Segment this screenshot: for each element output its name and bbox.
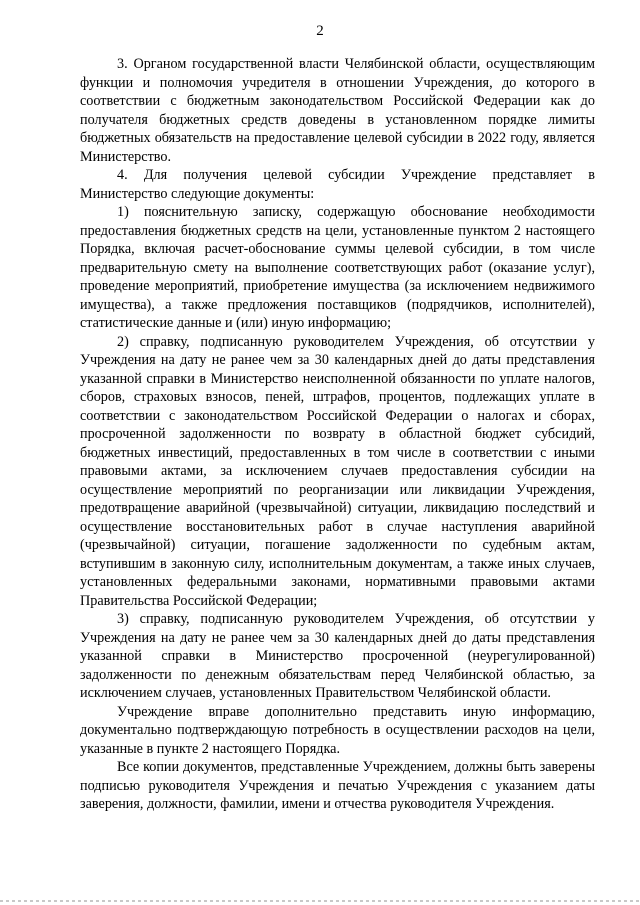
scan-bottom-edge — [0, 900, 640, 902]
subparagraph-3: 3) справку, подписанную руководителем Учреждения, об отсутствии у Учреждения на дату не ранее чем за 30 календарных дней до даты представления указанной справки в Министерство просроченной (неурегулированной) задолженности по денежным обязательствам перед Челябинской областью, за исключением случаев, установленных Правительством Челябинской области. — [80, 611, 595, 701]
subparagraph-1: 1) пояснительную записку, содержащую обоснование необходимости предоставления бюджетных средств на цели, установленные пунктом 2 настоящего Порядка, включая расчет-обоснование суммы целевой субсидии, в том числе предварительную смету на выполнение соответствующих работ (оказание услуг), проведение мероприятий, приобретение имущества (за исключением недвижимого имущества), а также предложения поставщиков (подрядчиков, исполнителей), статистические данные и (или) иную информацию; — [80, 204, 595, 331]
page-number: 2 — [316, 23, 324, 39]
paragraph-copies-certification: Все копии документов, представленные Учреждением, должны быть заверены подписью руководителя Учреждения и печатью Учреждения с указанием даты заверения, должности, фамилии, имени и отчества руководителя Учреждения. — [80, 759, 595, 812]
paragraph-additional-info: Учреждение вправе дополнительно представить иную информацию, документально подтверждающую потребность в осуществлении расходов на цели, указанные в пункте 2 настоящего Порядка. — [80, 703, 595, 757]
paragraph-item-4: 4. Для получения целевой субсидии Учреждение представляет в Министерство следующие документы: — [80, 167, 595, 202]
subparagraph-2: 2) справку, подписанную руководителем Учреждения, об отсутствии у Учреждения на дату не ранее чем за 30 календарных дней до даты представления указанной справки в Министерство неисполненной обязанности по уплате налогов, сборов, страховых взносов, пеней, штрафов, процентов, подлежащих уплате в соответствии с законодательством Российской Федерации о налогах и сборах, просроченной задолженности по возврату в областной бюджет субсидий, бюджетных инвестиций, предоставленных в том числе в соответствии с иными правовыми актами, за исключением случаев предоставления субсидии на осуществление мероприятий по реорганизации или ликвидации Учреждения, предотвращение аварийной (чрезвычайной) ситуации, ликвидацию последствий и осуществление восстановительных работ в случае наступления аварийной (чрезвычайной) ситуации, погашение задолженности по судебным актам, вступившим в законную силу, исполнительным документам, а также иных случаев, установленных федеральными законами, нормативными правовыми актами Правительства Российской Федерации; — [80, 333, 595, 609]
paragraph-item-3: 3. Органом государственной власти Челябинской области, осуществляющим функции и полномочия учредителя в отношении Учреждения, до которого в соответствии с бюджетным законодательством Российской Федерации как до получателя бюджетных средств доведены в установленном порядке лимиты бюджетных обязательств на предоставление целевой субсидии в 2022 году, является Министерство. — [80, 56, 595, 165]
document-body — [80, 55, 595, 814]
